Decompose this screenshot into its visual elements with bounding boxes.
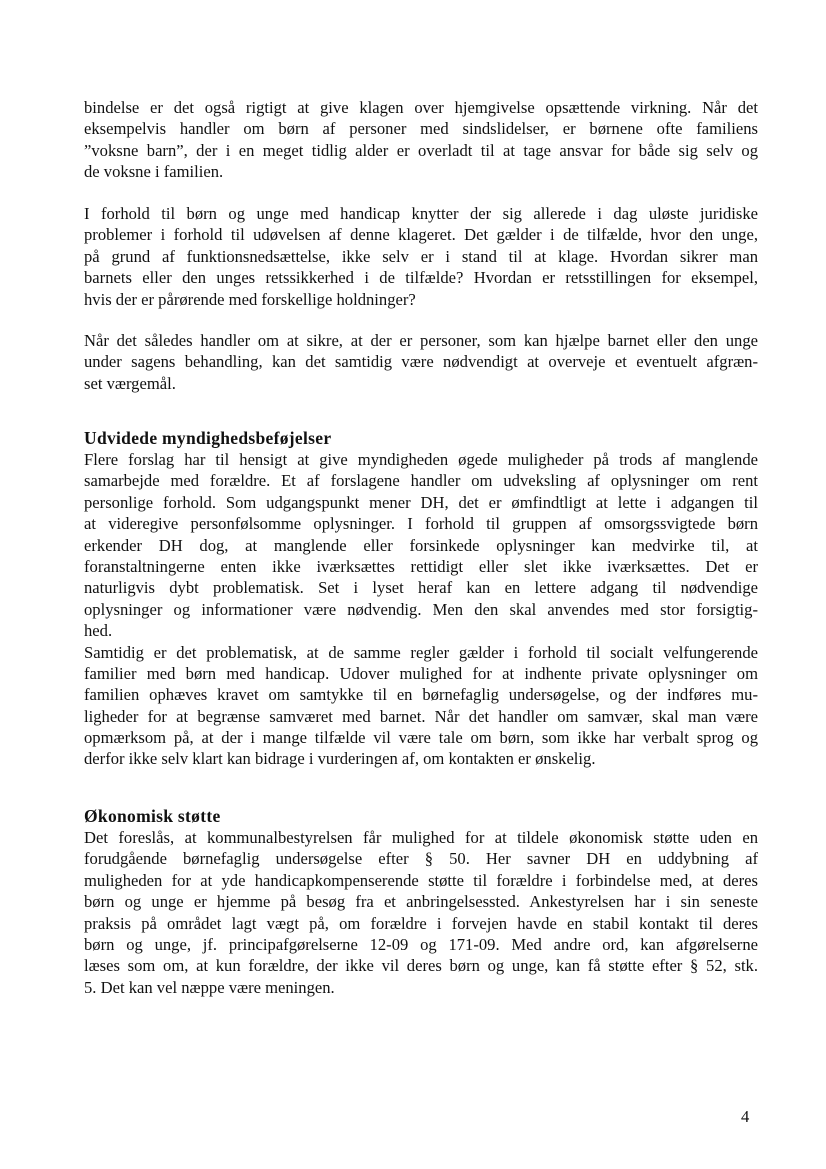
paragraph-intro-3 [84,330,758,394]
text-line: opmærksom på, at der i mange tilfælde vil være tale om børn, som ikke har verbalt sprog og [84,728,758,748]
text-line: de voksne i familien. [84,162,224,182]
text-line: Når det således handler om at sikre, at der er personer, som kan hjælpe barnet eller den unge [84,331,758,350]
text-line: at videregive personfølsomme oplysninger. I forhold til gruppen af omsorgssvigtede børn [84,514,758,534]
paragraph-intro-2 [84,203,758,310]
text-line: børn og unge er hjemme på besøg fra et anbringelsessted. Ankestyrelsen har i sin seneste [84,892,758,912]
section-okonomisk-stotte [84,805,758,998]
text-line: samarbejde med forældre. Et af forslagene handler om udveksling af oplysninger om rent [84,471,758,491]
section-paragraph [84,827,758,998]
text-line: Flere forslag har til hensigt at give myndigheden øgede muligheder på trods af manglende [84,450,758,469]
text-line: på grund af funktionsnedsættelse, ikke selv er i stand til at klage. Hvordan sikrer man [84,246,758,266]
text-line: familien ophæves kravet om samtykke til en børnefaglig undersøgelse, og der indføres mu- [84,685,758,705]
text-line: Samtidig er det problematisk, at de samme regler gælder i forhold til socialt velfungerende [84,642,758,662]
text-line: læses som om, at kun forældre, der ikke vil deres børn og unge, kan få støtte efter § 52, stk. [84,956,758,976]
text-line: ”voksne barn”, der i en meget tidlig alder er overladt til at tage ansvar for både sig selv og [84,140,758,160]
text-line: naturligvis dybt problematisk. Set i lyset heraf kan en lettere adgang til nødvendige [84,578,758,598]
text-line: hed. [84,621,113,641]
text-line: bindelse er det også rigtigt at give klagen over hjemgivelse opsættende virkning. Når det [84,98,758,117]
page-number: 4 [741,1107,750,1126]
text-line: set værgemål. [84,373,176,393]
text-line: erkender DH dog, at manglende eller forsinkede oplysninger kan medvirke til, at [84,535,758,555]
text-line: oplysninger og informationer være nødvendig. Men den skal anvendes med stor forsigtig- [84,599,758,619]
text-line: børn og unge, jf. principafgørelserne 12-09 og 171-09. Med andre ord, kan afgørelserne [84,934,758,954]
text-line: forudgående børnefaglig undersøgelse efter § 50. Her savner DH en uddybning af [84,849,758,869]
section-heading: Udvidede myndighedsbeføjelser [84,428,332,448]
text-line: problemer i forhold til udøvelsen af denne klageret. Det gælder i de tilfælde, hvor den unge, [84,225,758,245]
text-line: Det foreslås, at kommunalbestyrelsen får mulighed for at tildele økonomisk støtte uden en [84,828,758,847]
text-line: barnets eller den unges retssikkerhed i de tilfælde? Hvordan er retsstillingen for eksempel, [84,268,758,288]
section-heading: Økonomisk støtte [84,806,221,826]
text-line: derfor ikke selv klart kan bidrage i vurderingen af, om kontakten er ønskelig. [84,749,596,769]
text-line: ligheder for at begrænse samværet med barnet. Når det handler om samvær, skal man være [84,706,758,726]
section-udvidede-myndighedsbefojelser [84,427,758,770]
section-paragraph [84,449,758,642]
text-line: hvis der er pårørende med forskellige holdninger? [84,289,416,309]
text-line: under sagens behandling, kan det samtidig være nødvendigt at overveje et eventuelt afgræn- [84,352,758,372]
paragraph-intro-1 [84,97,758,183]
section-paragraph [84,642,758,770]
text-line: I forhold til børn og unge med handicap knytter der sig allerede i dag uløste juridiske [84,204,758,223]
text-line: foranstaltningerne enten ikke iværksættes rettidigt eller slet ikke iværksættes. Det er [84,556,758,576]
text-line: praksis på området lagt vægt på, om forældre i forvejen havde en stabil kontakt til deres [84,913,758,933]
text-line: familier med børn med handicap. Udover mulighed for at indhente private oplysninger om [84,663,758,683]
text-line: personlige forhold. Som udgangspunkt mener DH, det er ømfindtligt at lette i adgangen til [84,492,758,512]
text-line: eksempelvis handler om børn af personer med sindslidelser, er børnene ofte familiens [84,119,758,139]
text-line: muligheden for at yde handicapkompenserende støtte til forældre i forbindelse med, at deres [84,870,758,890]
text-line: 5. Det kan vel næppe være meningen. [84,977,335,997]
